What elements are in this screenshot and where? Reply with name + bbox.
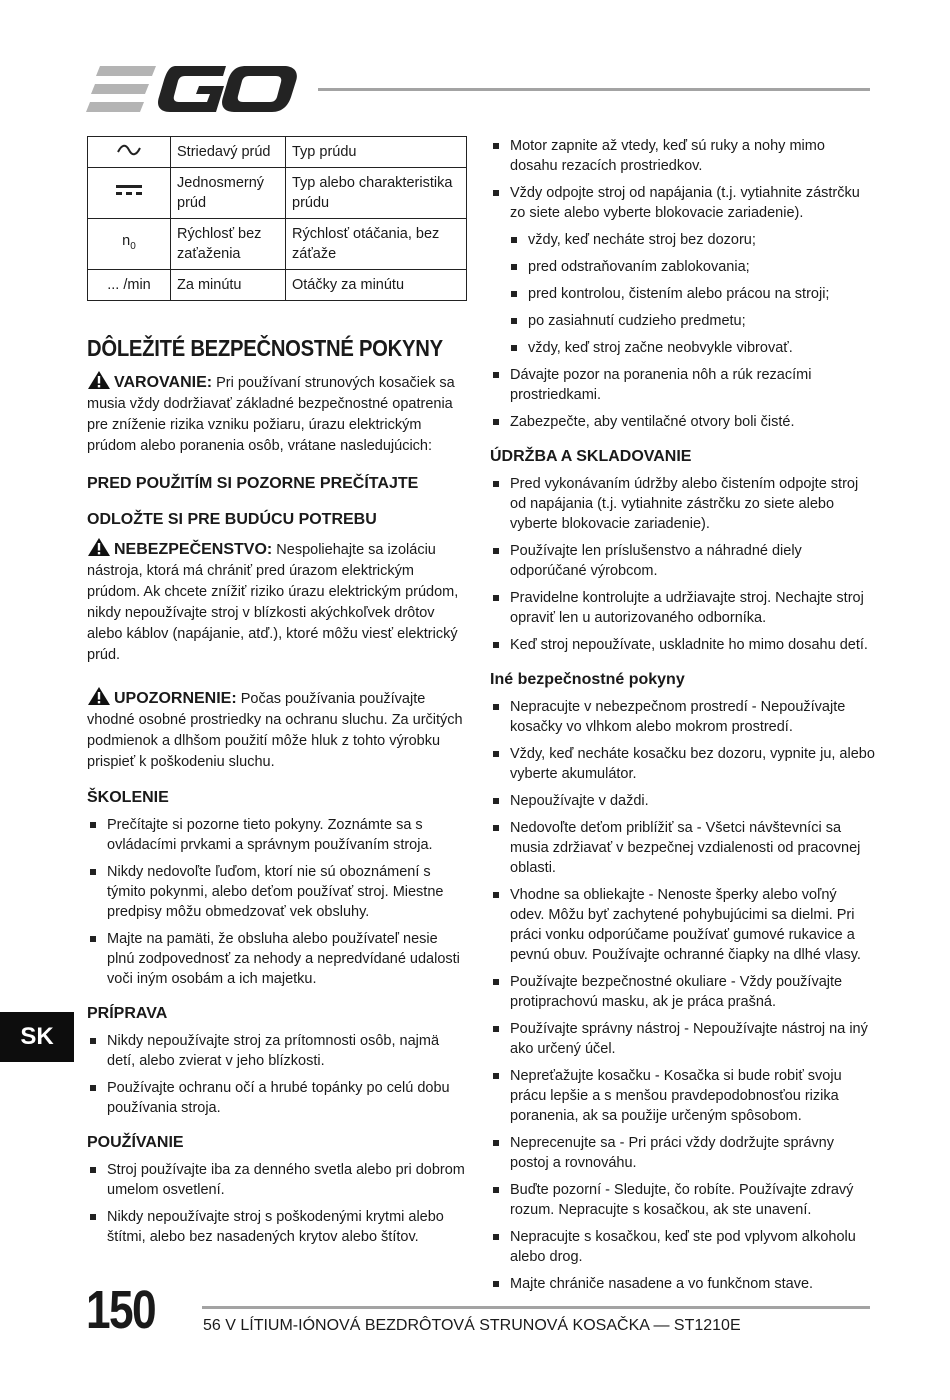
other-safety-heading: Iné bezpečnostné pokyny [490,671,685,688]
list-item: Majte chrániče nasadene a vo funkčnom stave. [490,1274,875,1294]
table-row [88,168,467,219]
list-item: Stroj používajte iba za denného svetla alebo pri dobrom umelom osvetlení. [87,1160,467,1200]
use-list-continued [490,136,875,432]
table-row [88,137,467,168]
caution-icon [87,686,111,706]
list-item: Používajte len príslušenstvo a náhradné diely odporúčané výrobcom. [490,541,875,581]
list-item: Motor zapnite až vtedy, keď sú ruky a nohy mimo dosahu rezacích prostriedkov. [490,136,875,176]
symbol-name: Za minútu [171,270,286,301]
sub-list-item: po zasiahnutí cudzieho predmetu; [508,311,875,331]
list-item: Nedovoľte deťom priblížiť sa - Všetci návštevníci sa musia zdržiavať v bezpečnej vzdialenosti od pracovnej oblasti. [490,818,875,878]
n0-symbol: $n_0$ [88,219,171,270]
list-item: Nikdy nepoužívajte stroj s poškodenými krytmi alebo štítmi, alebo bez nasadených krytov alebo štítov. [87,1207,467,1247]
caution-paragraph: UPOZORNENIE: Počas používania používajte vhodné osobné prostriedky na ochranu sluchu. Za určitých podmienok a dlhšom použití môže hluk z tohto výrobku prispieť k poškodeniu sluchu. [87,686,467,773]
warning-paragraph: VAROVANIE: Pri používaní strunových kosačiek sa musia vždy dodržiavať základné bezpečnostné opatrenia pre zníženie rizika vzniku požiaru, úrazu elektrickým prúdom alebo poranenia osôb, vrátane nasledujúcich: [87,370,467,457]
warning-icon [87,370,111,390]
list-item: Pred vykonávaním údržby alebo čistením odpojte stroj od napájania (t.j. vytiahnite zástrčku zo siete alebo vyberte blokovacie zariadenie). [490,474,875,534]
symbol-description: Typ prúdu [286,137,467,168]
sub-list-item: pred odstraňovaním zablokovania; [508,257,875,277]
list-item: Používajte bezpečnostné okuliare - Vždy používajte protiprachovú masku, ak je práca prašná. [490,972,875,1012]
list-item: Buďte pozorní - Sledujte, čo robíte. Používajte zdravý rozum. Nepracujte s kosačkou, ak ste unavení. [490,1180,875,1220]
language-tab: SK [0,1012,74,1062]
list-item: Nepracujte s kosačkou, keď ste pod vplyvom alkoholu alebo drog. [490,1227,875,1267]
list-item: Neprecenujte sa - Pri práci vždy dodržujte správny postoj a rovnováhu. [490,1133,875,1173]
read-heading: PRED POUŽITÍM SI POZORNE PREČÍTAJTE [87,475,419,492]
footer-rule [202,1306,870,1309]
list-item: Nepracujte v nebezpečnom prostredí - Nepoužívajte kosačky vo vlhkom alebo mokrom prostredí. [490,697,875,737]
symbol-description: Rýchlosť otáčania, bez záťaže [286,219,467,270]
save-heading: ODLOŽTE SI PRE BUDÚCU POTREBU [87,511,377,528]
list-item: Vhodne sa obliekajte - Nenoste šperky alebo voľný odev. Môžu byť zachytené pohybujúcimi sa dielmi. Pri práci vonku odporúčame používať gumové rukavice a pevnú obuv. Používajte ochranné čiapky na dlhé vlasy. [490,885,875,965]
page-number: 150 [86,1280,155,1340]
prep-heading: PRÍPRAVA [87,1005,168,1022]
list-item: Nikdy nepoužívajte stroj za prítomnosti osôb, najmä detí, alebo zvierat v jeho blízkosti. [87,1031,467,1071]
list-item: Nepreťažujte kosačku - Kosačka si bude robiť svoju prácu lepšie a s menšou pravdepodobnosťou rizika poranenia, ak sa použije určeným spôsobom. [490,1066,875,1126]
per-minute-symbol: ... /min [88,270,171,301]
danger-icon [87,537,111,557]
list-item: Používajte správny nástroj - Nepoužívajte nástroj na iný ako určený účel. [490,1019,875,1059]
list-item: Majte na pamäti, že obsluha alebo používateľ nesie plnú zodpovednosť za nehody a nepredvídané udalosti voči iným osobám a ich majetku. [87,929,467,989]
training-heading: ŠKOLENIE [87,789,169,806]
sub-list-item: pred kontrolou, čistením alebo prácou na stroji; [508,284,875,304]
right-column [490,136,875,1301]
symbol-description: Typ alebo charakteristika prúdu [286,168,467,219]
use-heading: POUŽÍVANIE [87,1134,184,1151]
safety-heading: DÔLEŽITÉ BEZPEČNOSTNÉ POKYNY [87,335,443,361]
other-safety-list [490,697,875,1294]
list-item: Keď stroj nepoužívate, uskladnite ho mimo dosahu detí. [490,635,875,655]
list-item: Nikdy nedovoľte ľuďom, ktorí nie sú oboznámení s týmito pokynmi, alebo deťom používať stroj. Miestne predpisy môžu obmedzovať vek obsluhy. [87,862,467,922]
symbol-name: Rýchlosť bez zaťaženia [171,219,286,270]
maintenance-list [490,474,875,655]
list-item: Dávajte pozor na poranenia nôh a rúk rezacími prostriedkami. [490,365,875,405]
ego-logo [86,64,298,114]
symbols-table [87,136,467,301]
table-row [88,219,467,270]
list-item: Prečítajte si pozorne tieto pokyny. Zoznámte sa s ovládacími prvkami a správnym používaním stroja. [87,815,467,855]
symbol-name: Striedavý prúd [171,137,286,168]
ac-symbol [88,137,171,168]
maintenance-heading: ÚDRŽBA A SKLADOVANIE [490,448,692,465]
symbol-name: Jednosmerný prúd [171,168,286,219]
danger-paragraph: NEBEZPEČENSTVO: Nespoliehajte sa izoláciu nástroja, ktorá má chrániť pred úrazom elektrickým prúdom. Ak chcete znížiť riziko úrazu elektrickým prúdom, nikdy nepoužívajte stroj v blízkosti akýchkoľvek drôtov alebo káblov (napájanie, atď.), ktoré môžu viesť elektrický prúd. [87,537,467,666]
prep-list [87,1031,467,1118]
header-rule [318,88,870,91]
use-list [87,1160,467,1247]
sub-list-item: vždy, keď necháte stroj bez dozoru; [508,230,875,250]
list-item: Vždy odpojte stroj od napájania (t.j. vytiahnite zástrčku zo siete alebo vyberte blokovacie zariadenie). [490,183,875,223]
training-list [87,815,467,989]
list-item: Zabezpečte, aby ventilačné otvory boli čisté. [490,412,875,432]
list-item: Nepoužívajte v daždi. [490,791,875,811]
dc-symbol [88,168,171,219]
symbol-description: Otáčky za minútu [286,270,467,301]
table-row [88,270,467,301]
list-item: Používajte ochranu očí a hrubé topánky po celú dobu používania stroja. [87,1078,467,1118]
left-column [87,136,467,1254]
footer-title: 56 V LÍTIUM-IÓNOVÁ BEZDRÔTOVÁ STRUNOVÁ KOSAČKA — ST1210E [203,1317,741,1334]
list-item: Vždy, keď necháte kosačku bez dozoru, vypnite ju, alebo vyberte akumulátor. [490,744,875,784]
sub-list-item: vždy, keď stroj začne neobvykle vibrovať. [508,338,875,358]
list-item: Pravidelne kontrolujte a udržiavajte stroj. Nechajte stroj opraviť len u autorizovaného odborníka. [490,588,875,628]
